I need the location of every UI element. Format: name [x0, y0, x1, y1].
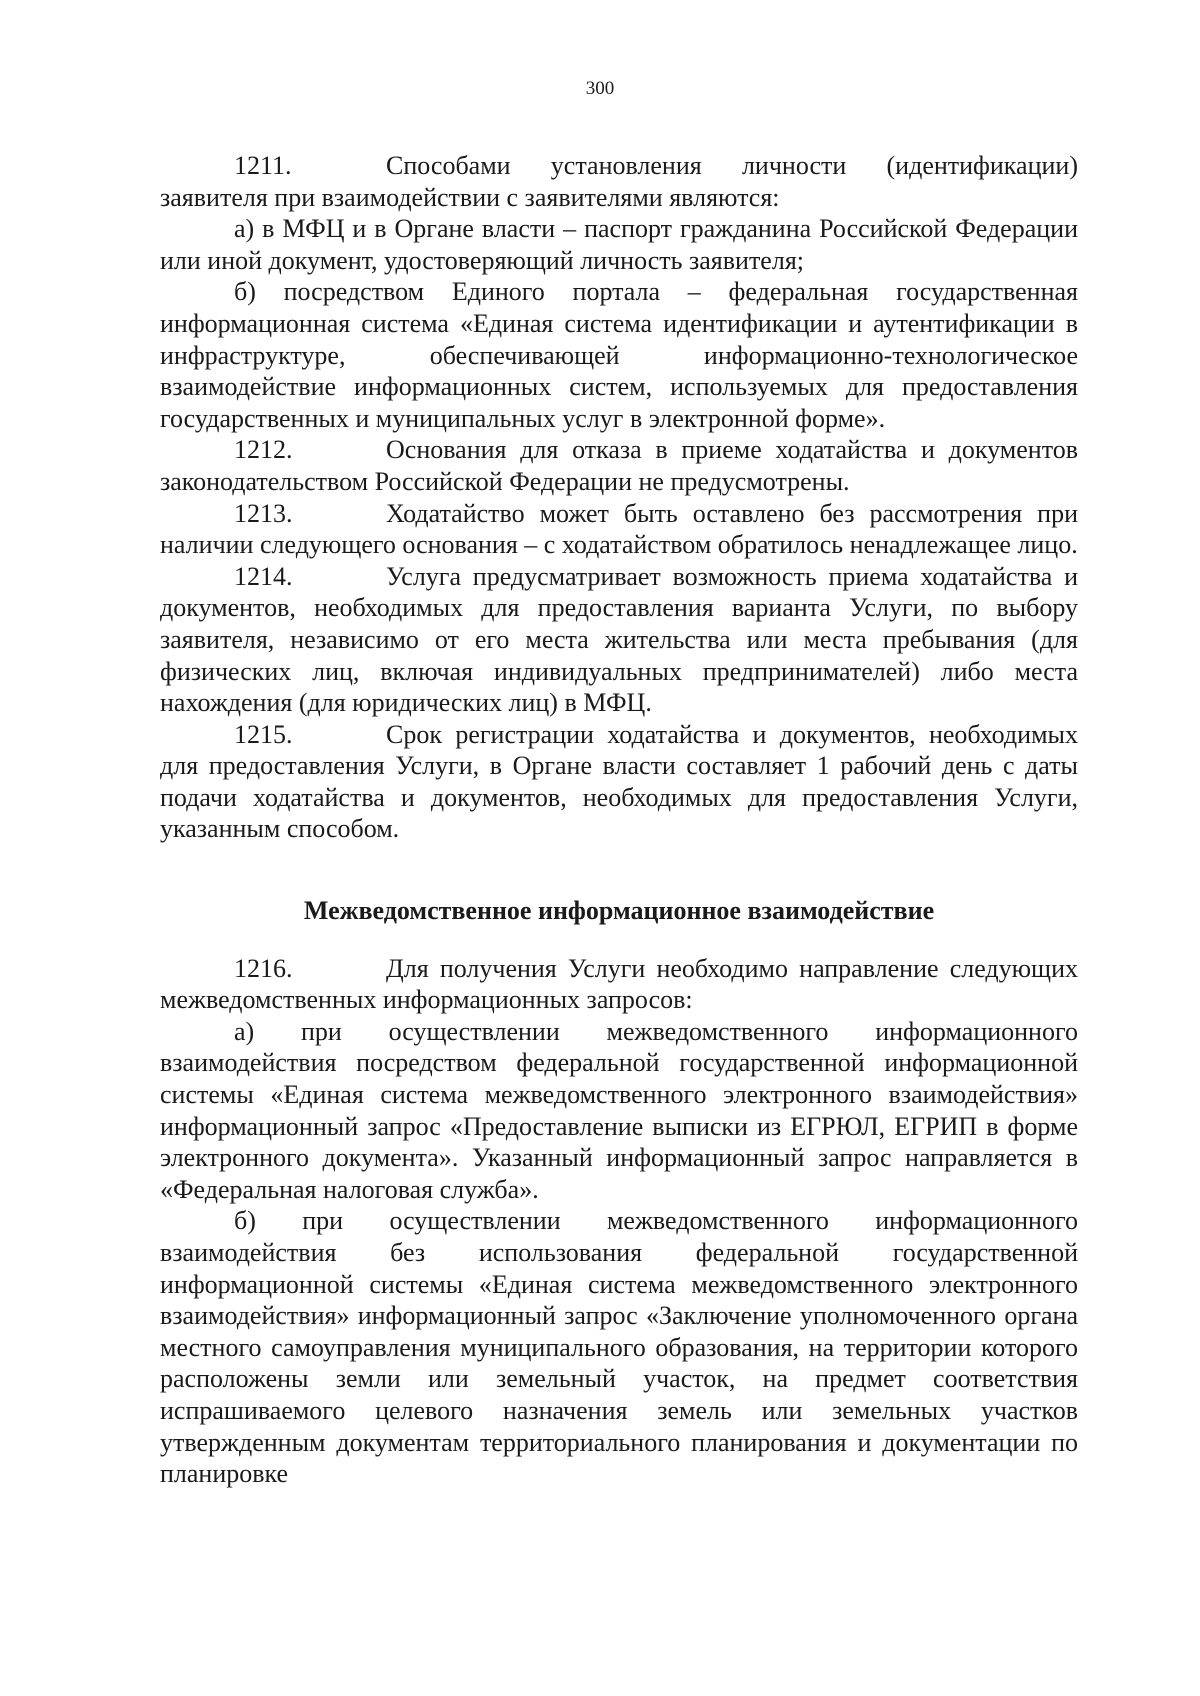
clause-text: Срок регистрации ходатайства и документов, необходимых для предоставления Услуги, в Органе власти составляет 1 рабочий день с даты подачи ходатайства и документов, необходимых для предоставления Услуги, указанным способом.: [160, 719, 1078, 844]
clause-number: 1214.: [234, 561, 293, 591]
paragraph-1216: [160, 953, 1078, 1016]
clause-text: Способами установления личности (идентификации) заявителя при взаимодействии с заявителями являются:: [160, 151, 1078, 212]
page-number: 300: [585, 78, 615, 99]
clause-number: 1215.: [234, 719, 293, 749]
paragraph-1215: [160, 719, 1078, 845]
clause-number: 1211.: [234, 151, 292, 180]
paragraph-1216-b: б) при осуществлении межведомственного информационного взаимодействия без использования федеральной государственной информационной системы «Единая система межведомственного электронного взаимодействия» информационный запрос «Заключение уполномоченного органа местного самоуправления муниципального образования, на территории которого расположены земли или земельный участок, на предмет соответствия испрашиваемого целевого назначения земель или земельных участков утвержденным документам территориального планирования и документации по планировке: [160, 1206, 1078, 1489]
paragraph-1214: [160, 561, 1078, 719]
clause-text: Услуга предусматривает возможность приема ходатайства и документов, необходимых для предоставления варианта Услуги, по выбору заявителя, независимо от его места жительства или места пребывания (для физических лиц, включая индивидуальных предпринимателей) либо места нахождения (для юридических лиц) в МФЦ.: [160, 561, 1078, 718]
clause-text: Основания для отказа в приеме ходатайства и документов законодательством Российской Федерации не предусмотрены.: [160, 435, 1078, 496]
clause-text: Ходатайство может быть оставлено без рассмотрения при наличии следующего основания – с ходатайством обратилось ненадлежащее лицо.: [160, 498, 1078, 560]
paragraph-1211-a: а) в МФЦ и в Органе власти – паспорт гражданина Российской Федерации или иной документ, удостоверяющий личность заявителя;: [160, 214, 1078, 275]
paragraph-1211: [160, 150, 1078, 213]
paragraph-1216-a: а) при осуществлении межведомственного информационного взаимодействия посредством федеральной государственной информационной системы «Единая система межведомственного электронного взаимодействия» информационный запрос «Предоставление выписки из ЕГРЮЛ, ЕГРИП в форме электронного документа». Указанный информационный запрос направляется в «Федеральная налоговая служба».: [160, 1016, 1078, 1204]
paragraph-1213: [160, 498, 1078, 561]
clause-number: 1212.: [234, 435, 293, 465]
section-heading: Межведомственное информационное взаимодействие: [303, 896, 935, 926]
document-body: [160, 150, 1078, 1490]
paragraph-1212: [160, 434, 1078, 497]
clause-number: 1216.: [234, 953, 293, 983]
paragraph-1211-b: б) посредством Единого портала – федеральная государственная информационная система «Единая система идентификации и аутентификации в инфраструктуре, обеспечивающей информационно-технологическое взаимодействие информационных систем, используемых для предоставления государственных и муниципальных услуг в электронной форме».: [160, 277, 1078, 433]
clause-number: 1213.: [234, 498, 293, 528]
clause-text: Для получения Услуги необходимо направление следующих межведомственных информационных запросов:: [160, 953, 1078, 1015]
